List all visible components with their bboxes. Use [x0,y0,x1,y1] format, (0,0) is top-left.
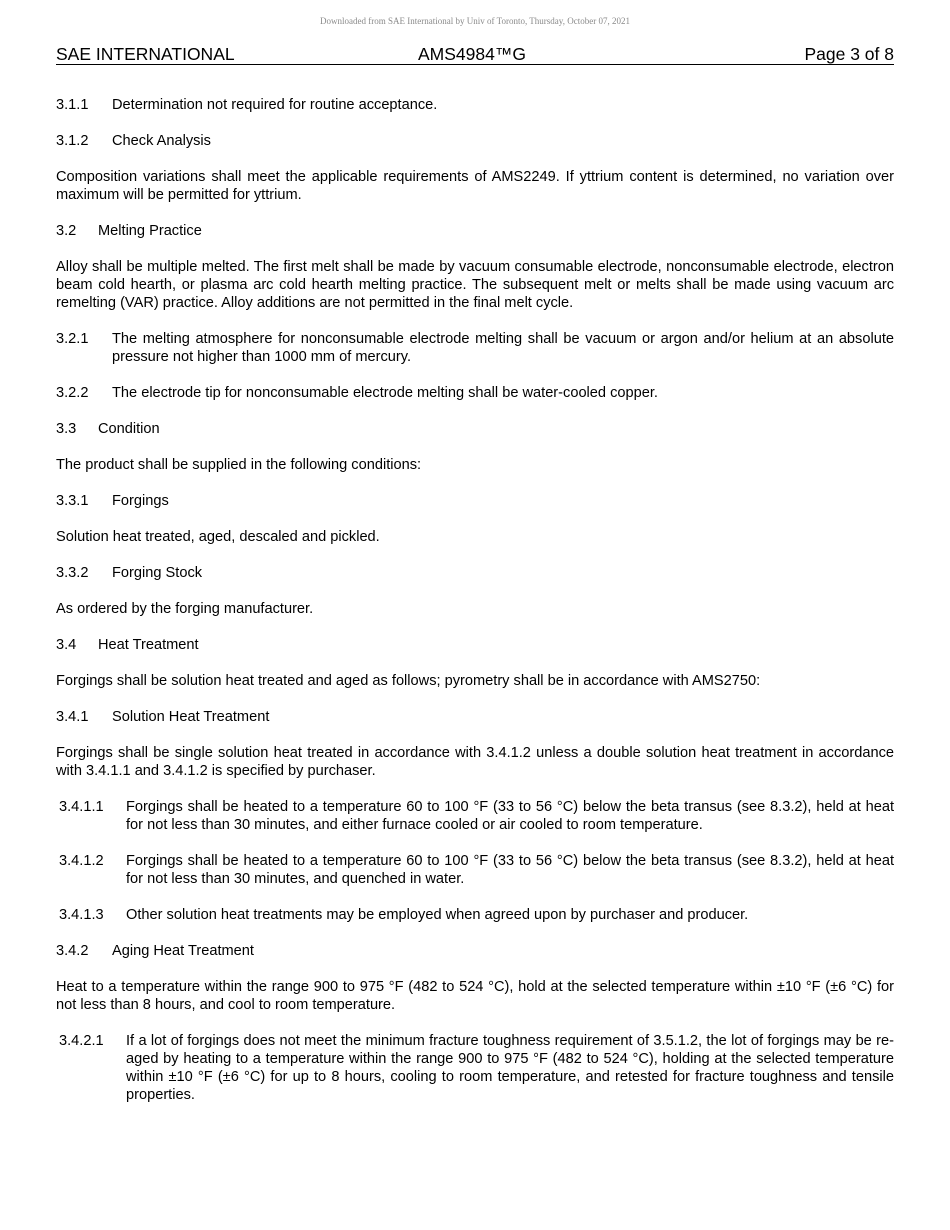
section-title: Check Analysis [112,133,211,149]
section-number: 3.3.1 [56,493,89,509]
section-3-4-heading [56,636,894,654]
section-text: If a lot of forgings does not meet the minimum fracture toughness requirement of 3.5.1.2, the lot of forgings may be re-aged by heating to a temperature within the range 900 to 975 °F (482 to 524 °C), holding at the selected temperature within ±10 °F (±6 °C) for up to 8 hours, cooling to room temperature, and retested for fracture toughness and tensile properties. [126,1033,894,1103]
section-title: Aging Heat Treatment [112,943,254,959]
paragraph-forging-stock: As ordered by the forging manufacturer. [56,601,314,617]
header-doc-id: AMS4984™G [418,44,526,64]
paragraph-heat-treatment: Forgings shall be solution heat treated and aged as follows; pyrometry shall be in accordance with AMS2750: [56,673,761,689]
section-number: 3.4.1.3 [59,907,104,923]
section-3-4-1-1 [56,798,894,834]
section-3-2-1 [56,330,894,366]
section-number: 3.3.2 [56,565,89,581]
section-3-3-1-heading [56,492,894,510]
section-title: Heat Treatment [98,637,199,653]
section-3-4-1-heading [56,708,894,726]
section-3-4-1-3 [56,906,894,924]
header-org: SAE INTERNATIONAL [56,44,235,64]
section-number: 3.1.2 [56,133,89,149]
section-text: Forgings shall be heated to a temperature 60 to 100 °F (33 to 56 °C) below the beta transus (see 8.3.2), held at heat for not less than 30 minutes, and quenched in water. [126,853,894,887]
section-title: Forgings [112,493,169,509]
section-title: Solution Heat Treatment [112,709,270,725]
section-number: 3.3 [56,421,77,437]
section-3-3-2-heading [56,564,894,582]
section-text: Other solution heat treatments may be employed when agreed upon by purchaser and producer. [126,907,749,923]
section-number: 3.2.2 [56,385,89,401]
section-number: 3.4.2.1 [59,1033,104,1049]
section-text: The electrode tip for nonconsumable electrode melting shall be water-cooled copper. [112,385,658,401]
paragraph-condition: The product shall be supplied in the following conditions: [56,457,422,473]
paragraph-forgings: Solution heat treated, aged, descaled and pickled. [56,529,380,545]
section-title: Forging Stock [112,565,203,581]
section-text: Forgings shall be heated to a temperature 60 to 100 °F (33 to 56 °C) below the beta transus (see 8.3.2), held at heat for not less than 30 minutes, and either furnace cooled or air cooled to room temperature. [126,799,894,833]
section-3-3-heading [56,420,894,438]
section-number: 3.1.1 [56,97,89,113]
paragraph-solution-heat-treatment: Forgings shall be single solution heat treated in accordance with 3.4.1.2 unless a double solution heat treatment in accordance with 3.4.1.1 and 3.4.1.2 is specified by purchaser. [56,745,894,779]
section-number: 3.4.1 [56,709,89,725]
section-number: 3.4.1.2 [59,853,104,869]
section-title: Condition [98,421,160,437]
section-3-2-heading [56,222,894,240]
paragraph-aging-heat-treatment: Heat to a temperature within the range 900 to 975 °F (482 to 524 °C), hold at the selected temperature within ±10 °F (±6 °C) for not less than 8 hours, and cool to room temperature. [56,979,894,1013]
section-text: The melting atmosphere for nonconsumable electrode melting shall be vacuum or argon and/or helium at an absolute pressure not higher than 1000 mm of mercury. [112,331,894,365]
section-number: 3.2.1 [56,331,89,347]
section-number: 3.4.1.1 [59,799,104,815]
download-watermark: Downloaded from SAE International by Univ of Toronto, Thursday, October 07, 2021 [320,16,630,26]
section-3-1-1 [56,96,894,114]
section-number: 3.2 [56,223,77,239]
paragraph-melting-practice: Alloy shall be multiple melted. The first melt shall be made by vacuum consumable electrode, nonconsumable electrode, electron beam cold hearth, or plasma arc cold hearth melting practice. The subsequent melt or melts shall be made using vacuum arc remelting (VAR) practice. Alloy additions are not permitted in the final melt cycle. [56,259,894,311]
paragraph-check-analysis: Composition variations shall meet the applicable requirements of AMS2249. If yttrium content is determined, no variation over maximum will be permitted for yttrium. [56,169,894,203]
page-header [56,44,894,65]
section-number: 3.4.2 [56,943,89,959]
section-number: 3.4 [56,637,77,653]
section-3-4-2-heading [56,942,894,960]
section-3-4-1-2 [56,852,894,888]
section-3-1-2-heading [56,132,894,150]
section-3-2-2 [56,384,894,402]
header-page-number: Page 3 of 8 [804,44,894,64]
section-text: Determination not required for routine acceptance. [112,97,438,113]
section-3-4-2-1 [56,1032,894,1104]
section-title: Melting Practice [98,223,202,239]
document-body [56,96,894,1122]
